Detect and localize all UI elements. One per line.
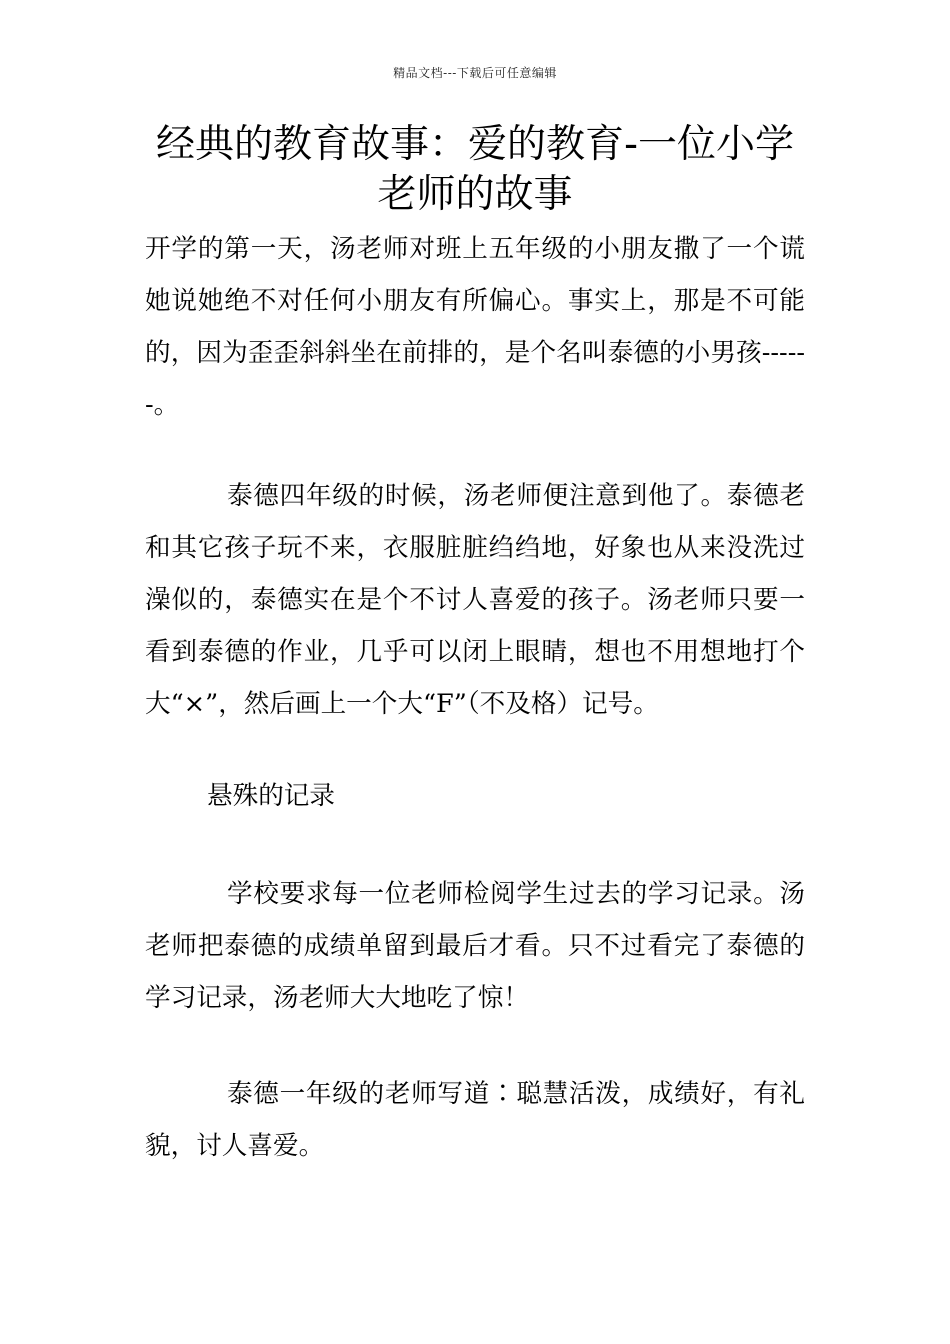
paragraph-4: 泰德一年级的老师写道∶聪慧活泼，成绩好，有礼貌，讨人喜爱。 [145, 1079, 805, 1161]
paragraph-2: 泰德四年级的时候，汤老师便注意到他了。泰德老和其它孩子玩不来，衣服脏脏绉绉地，好象也从来没洗过澡似的，泰德实在是个不讨人喜爱的孩子。汤老师只要一看到泰德的作业，几乎可以闭上眼睛，想也不用想地打个大“×”，然后画上一个大“F”（不及格）记号。 [145, 481, 805, 719]
section-heading: 悬殊的记录 [207, 781, 335, 811]
document-title: 经典的教育故事：爱的教育-一位小学老师的故事 [155, 122, 795, 217]
paragraph-1: 开学的第一天，汤老师对班上五年级的小朋友撒了一个谎她说她绝不对任何小朋友有所偏心。事实上，那是不可能的，因为歪歪斜斜坐在前排的，是个名叫泰德的小男孩------。 [145, 234, 805, 420]
page-header: 精品文档---下载后可任意编辑 [393, 66, 557, 80]
paragraph-3: 学校要求每一位老师检阅学生过去的学习记录。汤老师把泰德的成绩单留到最后才看。只不过看完了泰德的学习记录，汤老师大大地吃了惊！ [145, 879, 805, 1013]
